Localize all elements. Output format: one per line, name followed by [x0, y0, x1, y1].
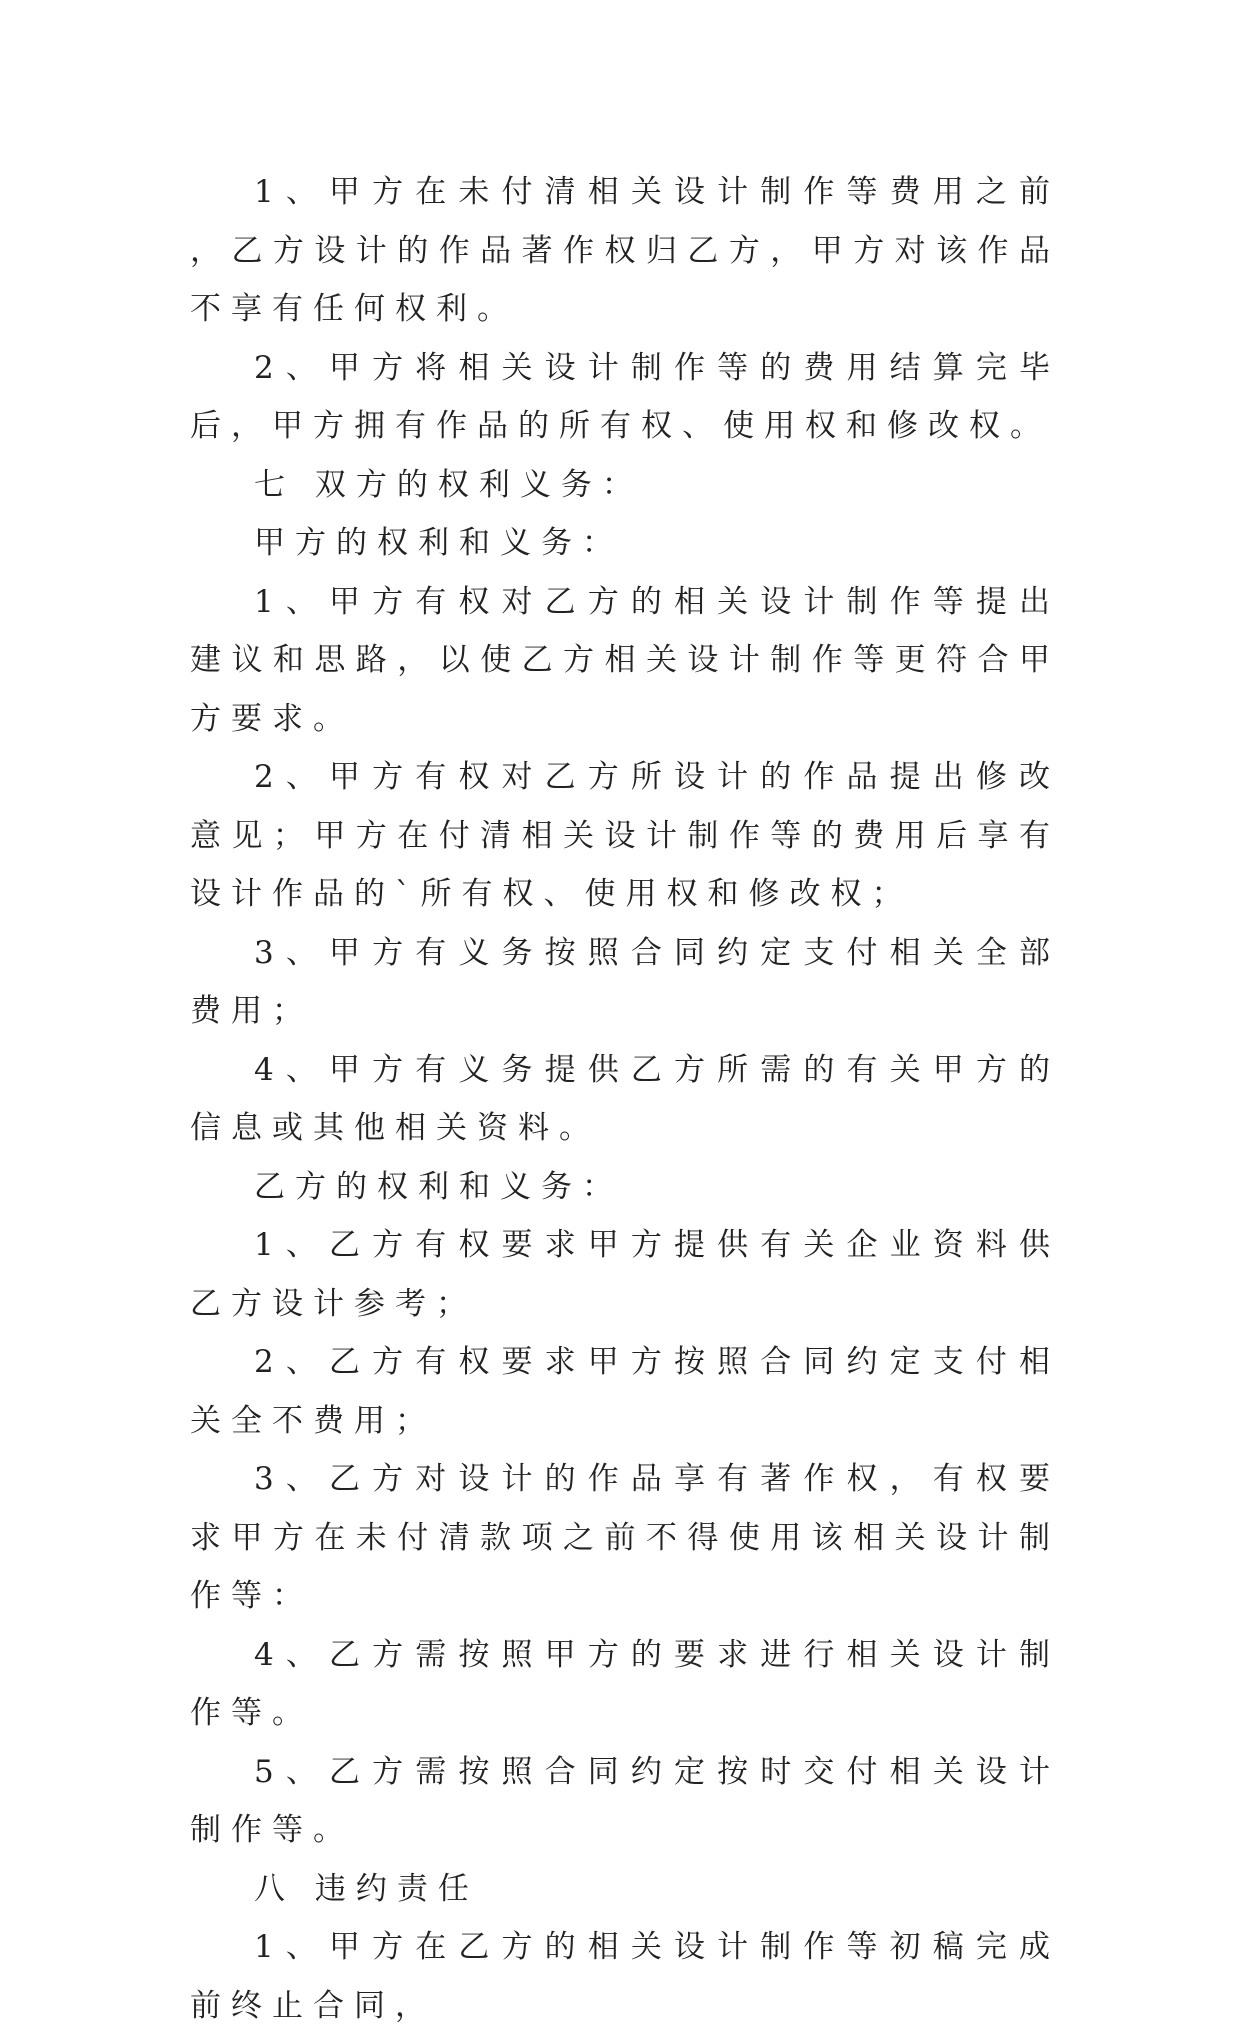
section-heading-8: 八 违约责任 — [254, 1870, 479, 1907]
paragraph-9: 3、乙方对设计的作品享有著作权，有权要求甲方在未付清款项之前不得使用该相关设计制作等： — [190, 1461, 1060, 1614]
paragraph-11: 5、乙方需按照合同约定按时交付相关设计制作等。 — [190, 1753, 1060, 1848]
paragraph-1: 1、甲方在未付清相关设计制作等费用之前，乙方设计的作品著作权归乙方，甲方对该作品不享有任何权利。 — [190, 174, 1060, 327]
paragraph-10: 4、乙方需按照甲方的要求进行相关设计制作等。 — [190, 1636, 1060, 1731]
paragraph-4: 2、甲方有权对乙方所设计的作品提出修改意见；甲方在付清相关设计制作等的费用后享有设计作品的`所有权、使用权和修改权； — [190, 759, 1060, 912]
paragraph-12: 1、甲方在乙方的相关设计制作等初稿完成前终止合同， — [190, 1929, 1060, 2024]
paragraph-5: 3、甲方有义务按照合同约定支付相关全部费用； — [190, 934, 1060, 1029]
paragraph-3: 1、甲方有权对乙方的相关设计制作等提出建议和思路，以使乙方相关设计制作等更符合甲方要求。 — [190, 583, 1060, 737]
paragraph-6: 4、甲方有义务提供乙方所需的有关甲方的信息或其他相关资料。 — [190, 1051, 1060, 1146]
section-heading-7: 七 双方的权利义务： — [254, 466, 643, 503]
subheading-party-a: 甲方的权利和义务： — [254, 525, 623, 561]
paragraph-2: 2、甲方将相关设计制作等的费用结算完毕后，甲方拥有作品的所有权、使用权和修改权。 — [190, 349, 1060, 444]
paragraph-7: 1、乙方有权要求甲方提供有关企业资料供乙方设计参考； — [190, 1227, 1060, 1322]
paragraph-8: 2、乙方有权要求甲方按照合同约定支付相关全不费用； — [190, 1344, 1060, 1439]
document-body — [190, 163, 1060, 2035]
subheading-party-b: 乙方的权利和义务： — [254, 1168, 623, 1205]
